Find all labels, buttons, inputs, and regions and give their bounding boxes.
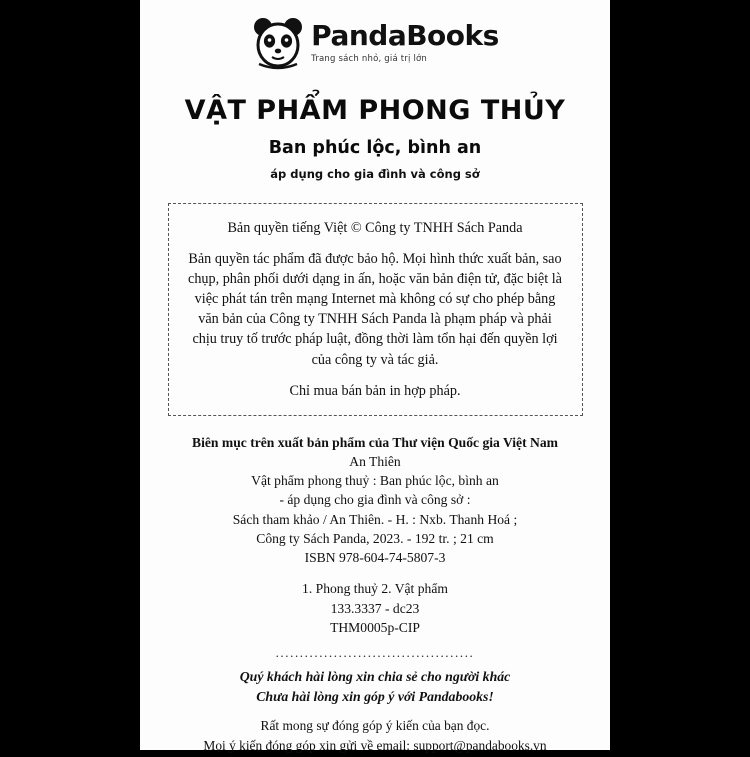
cip-line-3: Sách tham khảo / An Thiên. - H. : Nxb. Thanh Hoá ;: [232, 511, 518, 527]
cip-heading: Biên mục trên xuất bản phẩm của Thư viện Quốc gia Việt Nam: [192, 434, 558, 450]
cip-subjects: 1. Phong thuỷ 2. Vật phẩm: [302, 581, 448, 597]
dotted-divider: .........................................: [275, 645, 475, 661]
feedback-bold-line-1: Quý khách hài lòng xin chia sẻ cho người khác: [239, 669, 511, 685]
copyright-line-1: Bản quyền tiếng Việt © Công ty TNHH Sách Panda: [227, 219, 523, 236]
book-title: VẬT PHẨM PHONG THỦY: [184, 95, 566, 126]
cip-line-1: Vật phẩm phong thuỷ : Ban phúc lộc, bình an: [251, 472, 499, 488]
cip-author: An Thiên: [349, 453, 401, 469]
book-copyright-page: [140, 0, 610, 754]
cip-spacer: [165, 567, 585, 579]
copyright-line-2: Bản quyền tác phẩm đã được bảo hộ. Mọi hình thức xuất bản, sao chụp, phân phối dưới dạng in ấn, hoặc văn bản điện tử, đặc biệt là việc phát tán trên mạng Internet mà không có sự cho phép bằng văn bản của Công ty TNHH Sách Panda là phạm pháp và phải chịu truy tố trước pháp luật, đồng thời làm tổn hại đến quyền lợi của công ty và tác giả.: [188, 250, 562, 368]
book-subtitle: Ban phúc lộc, bình an: [268, 137, 482, 158]
cip-line-2: - áp dụng cho gia đình và công sở :: [279, 492, 471, 508]
cip-block: [165, 434, 585, 661]
publisher-logo: [251, 14, 499, 72]
cip-control-number: THM0005p-CIP: [330, 619, 420, 635]
feedback-email-line: Mọi ý kiến đóng góp xin gửi về email: support@pandabooks.vn: [203, 738, 547, 754]
feedback-block: [165, 667, 585, 756]
brand-name-second: Books: [406, 19, 499, 52]
copyright-notice-box: [168, 203, 583, 416]
brand-name-first: Panda: [311, 19, 407, 52]
cip-ddc: 133.3337 - dc23: [330, 600, 420, 616]
book-subtitle-secondary: áp dụng cho gia đình và công sở: [270, 166, 480, 181]
feedback-spacer: [165, 707, 585, 716]
panda-head-icon: [251, 14, 305, 72]
copyright-line-3: Chỉ mua bán bản in hợp pháp.: [289, 382, 461, 399]
brand-tagline: Trang sách nhỏ, giá trị lớn: [311, 54, 427, 64]
cip-line-4: Công ty Sách Panda, 2023. - 192 tr. ; 21 cm: [256, 530, 494, 546]
feedback-bold-line-2: Chưa hài lòng xin góp ý với Pandabooks!: [256, 689, 494, 705]
cip-isbn: ISBN 978-604-74-5807-3: [304, 550, 446, 566]
feedback-line-1: Rất mong sự đóng góp ý kiến của bạn đọc.: [260, 718, 490, 734]
